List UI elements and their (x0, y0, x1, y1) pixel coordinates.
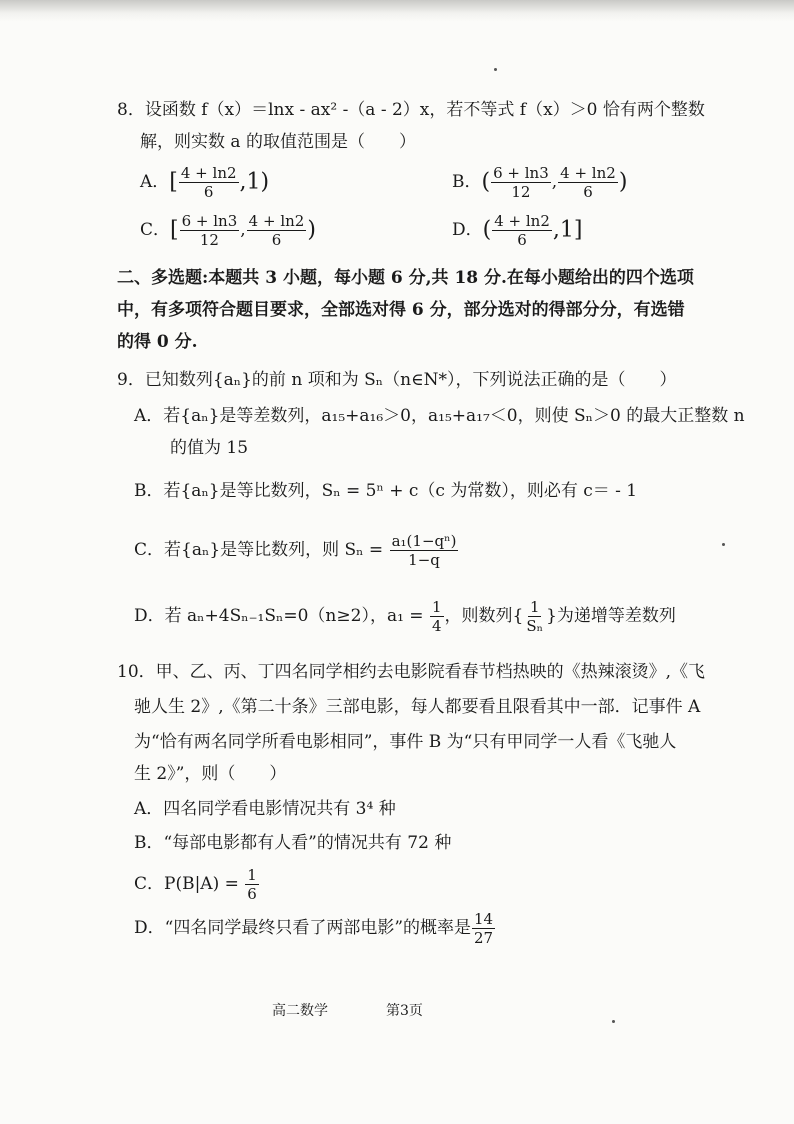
fraction (492, 212, 552, 249)
q10-option-c[interactable] (134, 862, 260, 906)
denominator: Sₙ (526, 617, 544, 635)
denominator: 6 (517, 231, 527, 249)
bracket: ) (618, 169, 628, 195)
fraction (179, 164, 239, 201)
fraction (558, 164, 618, 201)
fraction (245, 866, 259, 903)
fraction (524, 598, 545, 635)
q9-option-a-line1[interactable]: A．若{aₙ}是等差数列，a₁₅+a₁₆＞0，a₁₅+a₁₇＜0，则使 Sₙ＞0 的最大正整数 n (134, 406, 745, 426)
q9-stem: 9．已知数列{aₙ}的前 n 项和为 Sₙ（n∈N*），下列说法正确的是（ ） (117, 370, 677, 390)
q8-a-label: A． (140, 172, 170, 192)
bracket: ( (481, 169, 491, 195)
denominator: 1−q (408, 551, 440, 569)
denominator: 12 (511, 183, 531, 201)
q8-b-label: B． (452, 172, 482, 192)
numerator: 6 + ln3 (493, 164, 549, 182)
bracket: [ (170, 217, 179, 243)
q10-option-b[interactable]: B．“每部电影都有人看”的情况共有 72 种 (134, 833, 452, 853)
denominator: 27 (474, 929, 494, 947)
numerator: 4 + ln2 (180, 164, 237, 182)
scan-speck (612, 1020, 615, 1023)
q10-stem-line2: 驰人生 2》,《第二十条》三部电影，每人都要看且限看其中一部．记事件 A (134, 697, 701, 717)
q9-c-text: C．若{aₙ}是等比数列，则 Sₙ = (134, 540, 384, 560)
q10-stem-line3: 为“恰有两名同学所看电影相同”，事件 B 为“只有甲同学一人看《飞驰人 (134, 732, 677, 752)
fraction (390, 532, 459, 569)
fraction (472, 910, 495, 947)
numerator: 14 (474, 910, 494, 928)
denominator: 6 (271, 231, 282, 249)
footer-subject: 高二数学 (272, 1003, 328, 1019)
scan-speck (494, 68, 497, 71)
denominator: 6 (583, 183, 593, 201)
bracket: ,1] (552, 217, 583, 243)
fraction (491, 164, 551, 201)
q8-stem-line1: 8．设函数 f（x）＝lnx - ax² -（a - 2）x，若不等式 f（x）＞0 恰有两个整数 (117, 100, 705, 120)
numerator: 1 (247, 866, 257, 884)
numerator: 4 + ln2 (560, 164, 616, 182)
bracket: ) (307, 217, 316, 243)
section2-line2: 中，有多项符合题目要求，全部选对得 6 分，部分选对的得部分分，有选错 (117, 300, 685, 320)
denominator: 12 (199, 231, 219, 249)
numerator: 4 + ln2 (494, 212, 550, 230)
q8-stem-line2: 解，则实数 a 的取值范围是（ ） (140, 132, 416, 152)
q9-d-tail: }为递增等差数列 (546, 606, 676, 626)
fraction (430, 598, 444, 635)
numerator: 6 + ln3 (181, 212, 238, 230)
numerator: 4 + ln2 (248, 212, 305, 230)
section2-line3: 的得 0 分. (117, 332, 198, 352)
denominator: 4 (431, 617, 442, 635)
q9-option-d[interactable] (134, 594, 676, 638)
q8-c-label: C． (140, 220, 171, 240)
q8-option-d[interactable] (452, 210, 582, 251)
q8-option-b[interactable]: B．( $\frac{6 + \ln 3}{12}$ , $\frac{4 + \ln 2}{6}$ ) (452, 164, 628, 201)
bracket: [ (169, 169, 178, 195)
q8-option-c[interactable]: C．[ $\frac{6 + \ln 3}{12}$ , $\frac{4 + \ln 2}{6}$ ) (140, 212, 316, 249)
bracket: ,1) (239, 169, 270, 195)
scan-speck (722, 543, 725, 546)
q10-d-text: D．“四名同学最终只看了两部电影”的概率是 (134, 918, 472, 938)
fraction (247, 212, 307, 249)
numerator: a₁(1−qⁿ) (391, 532, 457, 550)
q10-stem-line1: 10．甲、乙、丙、丁四名同学相约去电影院看春节档热映的《热辣滚烫》,《飞 (117, 662, 706, 682)
q9-d-middle: ，则数列{ (444, 606, 524, 626)
numerator: 1 (431, 598, 442, 616)
q10-stem-line4: 生 2》”，则（ ） (134, 764, 287, 784)
q8-d-label: D． (452, 220, 483, 240)
q9-option-c[interactable] (134, 528, 459, 572)
denominator: 6 (203, 183, 214, 201)
q9-option-b[interactable]: B．若{aₙ}是等比数列，Sₙ = 5ⁿ + c（c 为常数），则必有 c＝ - 1 (134, 481, 638, 501)
q10-option-d[interactable] (134, 906, 496, 950)
denominator: 6 (247, 885, 257, 903)
q8-option-a[interactable] (140, 162, 269, 203)
bracket: ( (482, 217, 492, 243)
section2-line1: 二、多选题:本题共 3 小题，每小题 6 分,共 18 分.在每小题给出的四个选项 (117, 268, 694, 288)
footer-page-number: 第3页 (386, 1003, 423, 1019)
numerator: 1 (529, 598, 540, 616)
q10-c-text: C．P(B|A) = (134, 874, 239, 894)
q9-option-a-line2: 的值为 15 (170, 438, 249, 458)
q10-option-a[interactable]: A．四名同学看电影情况共有 3⁴ 种 (134, 799, 396, 819)
fraction (180, 212, 240, 249)
q9-d-text: D．若 aₙ+4Sₙ₋₁Sₙ=0（n≥2），a₁ = (134, 606, 424, 626)
